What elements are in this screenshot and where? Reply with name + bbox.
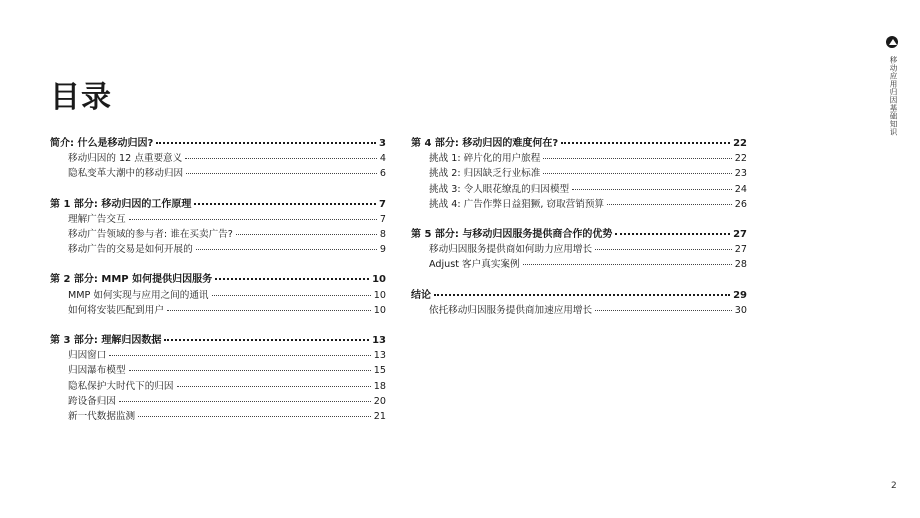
toc-entry[interactable] <box>50 394 386 409</box>
dot-leader <box>185 158 377 159</box>
toc-section <box>50 197 386 258</box>
toc-entry[interactable] <box>50 166 386 181</box>
toc-section-heading-page-number: 10 <box>372 274 386 286</box>
toc-entry-title: 移动归因的 12 点重要意义 <box>68 153 183 165</box>
toc-section-heading-page-number: 13 <box>372 335 386 347</box>
toc-entry-title: 移动广告的交易是如何开展的 <box>68 244 193 256</box>
toc-entry-title: 归因瀑布模型 <box>68 365 126 377</box>
toc-section-heading-title: 第 2 部分: MMP 如何提供归因服务 <box>50 274 213 286</box>
dot-leader <box>167 310 371 311</box>
toc-entry[interactable] <box>50 379 386 394</box>
toc-section-heading[interactable] <box>50 333 386 348</box>
toc-entry[interactable] <box>50 348 386 363</box>
dot-leader <box>236 234 377 235</box>
toc-entry-title: 跨设备归因 <box>68 395 116 407</box>
toc-section-heading-title: 第 3 部分: 理解归因数据 <box>50 335 162 347</box>
dot-leader <box>561 142 730 144</box>
toc-section-heading-title: 第 4 部分: 移动归因的难度何在? <box>411 138 559 149</box>
dot-leader <box>543 173 731 174</box>
dot-leader <box>119 401 371 402</box>
toc-section-heading[interactable] <box>50 197 386 212</box>
toc-right-column <box>411 136 747 333</box>
dot-leader <box>615 233 730 235</box>
page-number: 2 <box>891 481 897 491</box>
page-title: 目录 <box>50 80 112 115</box>
toc-section-heading-page-number: 27 <box>733 229 747 241</box>
toc-entry[interactable] <box>411 166 747 181</box>
toc-section-heading-title: 结论 <box>411 289 431 301</box>
toc-entry-page-number: 23 <box>734 168 747 180</box>
toc-entry[interactable] <box>50 151 386 166</box>
toc-entry[interactable] <box>50 212 386 227</box>
toc-entry-page-number: 30 <box>734 304 747 316</box>
toc-entry-title: 理解广告交互 <box>68 213 126 225</box>
toc-section-heading[interactable] <box>50 272 386 287</box>
toc-section <box>50 272 386 318</box>
toc-entry-title: 移动归因服务提供商如何助力应用增长 <box>429 244 593 256</box>
dot-leader <box>595 310 732 311</box>
toc-entry-page-number: 13 <box>373 350 386 362</box>
toc-entry-page-number: 6 <box>379 168 386 180</box>
dot-leader <box>543 158 731 159</box>
toc-entry[interactable] <box>411 303 747 318</box>
toc-section <box>50 136 386 182</box>
dot-leader <box>523 264 732 265</box>
dot-leader <box>129 219 377 220</box>
toc-entry[interactable] <box>411 257 747 272</box>
toc-entry[interactable] <box>50 363 386 378</box>
toc-section <box>50 333 386 424</box>
dot-leader <box>156 142 376 144</box>
toc-section-heading-page-number: 29 <box>733 289 747 301</box>
toc-left-column <box>50 136 386 439</box>
toc-entry-page-number: 22 <box>734 153 747 165</box>
toc-entry[interactable] <box>50 409 386 424</box>
toc-section <box>411 136 747 212</box>
toc-section-heading[interactable] <box>50 136 386 151</box>
toc-section-heading-title: 第 5 部分: 与移动归因服务提供商合作的优势 <box>411 229 613 241</box>
toc-entry-title: Adjust 客户真实案例 <box>429 259 520 271</box>
toc-entry[interactable] <box>411 182 747 197</box>
toc-entry-page-number: 20 <box>373 395 386 407</box>
toc-section-heading[interactable] <box>411 136 747 151</box>
toc-entry-title: 如何将安装匹配到用户 <box>68 304 164 316</box>
toc-section-heading-title: 简介: 什么是移动归因? <box>50 138 154 149</box>
toc-section-heading-page-number: 22 <box>733 138 747 149</box>
toc-entry-title: 依托移动归因服务提供商加速应用增长 <box>429 304 593 316</box>
toc-entry[interactable] <box>411 151 747 166</box>
dot-leader <box>129 370 371 371</box>
toc-entry[interactable] <box>50 303 386 318</box>
toc-entry-title: 挑战 1: 碎片化的用户旅程 <box>429 153 541 165</box>
toc-section-heading-page-number: 7 <box>379 198 386 210</box>
dot-leader <box>212 295 371 296</box>
toc-entry-title: 隐私变革大潮中的移动归因 <box>68 168 184 180</box>
dot-leader <box>607 204 732 205</box>
toc-entry-page-number: 8 <box>379 229 386 241</box>
toc-section <box>411 288 747 318</box>
toc-section-heading-page-number: 3 <box>379 138 386 149</box>
dot-leader <box>164 339 369 341</box>
toc-entry-page-number: 27 <box>734 244 747 256</box>
toc-entry[interactable] <box>50 288 386 303</box>
adjust-logo-icon <box>886 36 898 48</box>
toc-entry-page-number: 28 <box>734 259 747 271</box>
dot-leader <box>215 278 369 280</box>
dot-leader <box>109 355 370 356</box>
toc-entry[interactable] <box>50 242 386 257</box>
toc-entry-page-number: 24 <box>734 183 747 195</box>
toc-entry-title: 隐私保护大时代下的归因 <box>68 380 174 392</box>
toc-section-heading[interactable] <box>411 227 747 242</box>
toc-entry-page-number: 21 <box>373 411 386 423</box>
side-label: 移动应用归因基础知识 <box>889 56 898 136</box>
toc-entry-title: MMP 如何实现与应用之间的通讯 <box>68 289 209 301</box>
dot-leader <box>434 294 730 296</box>
toc-entry[interactable] <box>411 242 747 257</box>
toc-entry-page-number: 4 <box>379 153 386 165</box>
dot-leader <box>138 416 371 417</box>
toc-entry-page-number: 18 <box>373 380 386 392</box>
toc-section <box>411 227 747 273</box>
toc-entry-title: 新一代数据监测 <box>68 411 136 423</box>
toc-entry[interactable] <box>411 197 747 212</box>
toc-entry-title: 移动广告领域的参与者: 谁在买卖广告? <box>68 229 233 241</box>
dot-leader <box>177 386 371 387</box>
dot-leader <box>572 189 732 190</box>
toc-section-heading-title: 第 1 部分: 移动归因的工作原理 <box>50 198 192 210</box>
toc-entry-page-number: 26 <box>734 198 747 210</box>
toc-entry-page-number: 15 <box>373 365 386 377</box>
toc-entry-page-number: 10 <box>373 289 386 301</box>
toc-entry-title: 归因窗口 <box>68 350 107 362</box>
toc-section-heading[interactable] <box>411 288 747 303</box>
toc-entry-title: 挑战 3: 令人眼花缭乱的归因模型 <box>429 183 570 195</box>
dot-leader <box>194 203 376 205</box>
toc-entry-page-number: 7 <box>379 213 386 225</box>
dot-leader <box>186 173 377 174</box>
toc-entry-page-number: 9 <box>379 244 386 256</box>
toc-entry[interactable] <box>50 227 386 242</box>
toc-entry-title: 挑战 4: 广告作弊日益猖獗, 窃取营销预算 <box>429 198 605 210</box>
toc-entry-title: 挑战 2: 归因缺乏行业标准 <box>429 168 541 180</box>
dot-leader <box>595 249 732 250</box>
toc-entry-page-number: 10 <box>373 304 386 316</box>
dot-leader <box>196 249 377 250</box>
